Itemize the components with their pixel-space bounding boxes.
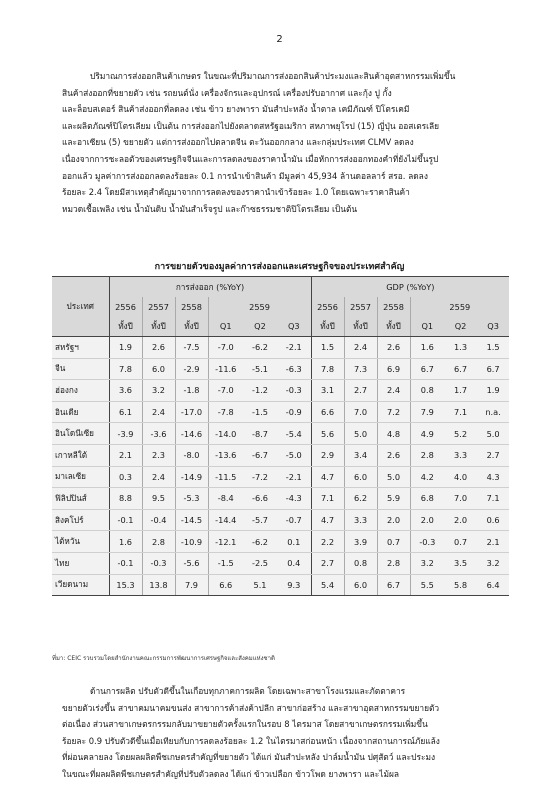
gdp-cell: 3.1 xyxy=(311,380,344,402)
intro-line: ร้อยละ 2.4 โดยมีสาเหตุสำคัญมาจากการลดลงของราคานำเข้าร้อยละ 1.0 โดยเฉพาะราคาสินค้า xyxy=(62,187,410,198)
table-row xyxy=(52,574,509,596)
production-line: ในขณะที่ผลผลิตพืชเกษตรสำคัญที่ปรับตัวลดลง ได้แก่ ข้าวเปลือก ข้าวโพด ยางพารา และไม้ผล xyxy=(62,768,400,779)
full-year-header: ทั้งปี xyxy=(142,316,175,337)
full-year-header: ทั้งปี xyxy=(109,316,142,337)
export-cell: 0.3 xyxy=(109,466,142,488)
gdp-cell: 3.2 xyxy=(477,552,509,574)
gdp-cell: 5.9 xyxy=(377,488,410,510)
table-row xyxy=(52,401,509,423)
gdp-cell: 4.9 xyxy=(410,423,444,445)
gdp-cell: 0.8 xyxy=(410,380,444,402)
quarter-header: Q2 xyxy=(444,316,477,337)
export-cell: -2.9 xyxy=(175,358,208,380)
production-line: ที่ผ่อนคลายลง โดยผลผลิตพืชเกษตรสำคัญที่ขยายตัว ได้แก่ มันสำปะหลัง ปาล์มน้ำมัน ปศุสัตว์ และประมง xyxy=(62,752,436,763)
export-cell: 15.3 xyxy=(109,574,142,596)
gdp-cell: 5.0 xyxy=(344,423,377,445)
export-cell: -17.0 xyxy=(175,401,208,423)
export-cell: -10.9 xyxy=(175,531,208,553)
quarter-header: Q3 xyxy=(477,316,509,337)
table-row xyxy=(52,444,509,466)
export-cell: -7.0 xyxy=(208,380,243,402)
quarter-header: Q1 xyxy=(208,316,243,337)
export-cell: -4.3 xyxy=(277,488,311,510)
quarter-header: Q3 xyxy=(277,316,311,337)
full-year-header: ทั้งปี xyxy=(344,316,377,337)
export-cell: 5.1 xyxy=(243,574,277,596)
gdp-cell: 7.2 xyxy=(377,401,410,423)
quarter-header: Q2 xyxy=(243,316,277,337)
export-cell: -0.9 xyxy=(277,401,311,423)
table-row xyxy=(52,358,509,380)
export-cell: 6.6 xyxy=(208,574,243,596)
gdp-cell: 1.7 xyxy=(444,380,477,402)
gdp-cell: 2.9 xyxy=(311,444,344,466)
gdp-cell: 5.0 xyxy=(477,423,509,445)
country-cell: สหรัฐฯ xyxy=(52,337,109,359)
table-row xyxy=(52,509,509,531)
gdp-cell: 2.7 xyxy=(311,552,344,574)
year-header: 2556 xyxy=(311,297,344,316)
export-cell: 9.3 xyxy=(277,574,311,596)
full-year-header: ทั้งปี xyxy=(377,316,410,337)
export-cell: 2.3 xyxy=(142,444,175,466)
country-cell: ไต้หวัน xyxy=(52,531,109,553)
gdp-cell: 7.1 xyxy=(444,401,477,423)
intro-paragraph xyxy=(62,68,498,217)
country-cell: ฟิลิปปินส์ xyxy=(52,488,109,510)
production-line: ร้อยละ 0.9 ปรับตัวดีขึ้นเมื่อเทียบกับการลดลงร้อยละ 1.2 ในไตรมาสก่อนหน้า เนื่องจากสถานการณ์ภัยแล้ง xyxy=(62,735,440,746)
export-cell: -2.5 xyxy=(243,552,277,574)
gdp-cell: 7.1 xyxy=(477,488,509,510)
export-cell: -5.1 xyxy=(243,358,277,380)
gdp-cell: 0.7 xyxy=(444,531,477,553)
export-cell: -0.1 xyxy=(109,552,142,574)
production-line: ขยายตัวเร่งขึ้น สาขาคมนาคมขนส่ง สาขาการค้าส่งค้าปลีก สาขาก่อสร้าง และสาขาอุตสาหกรรมขยายตัว xyxy=(62,702,440,713)
export-cell: 3.2 xyxy=(142,380,175,402)
gdp-cell: 6.8 xyxy=(410,488,444,510)
gdp-cell: 5.0 xyxy=(377,466,410,488)
export-cell: -0.3 xyxy=(277,380,311,402)
export-cell: 1.6 xyxy=(109,531,142,553)
gdp-cell: -0.3 xyxy=(410,531,444,553)
country-header: ประเทศ xyxy=(52,277,109,337)
export-group-header: การส่งออก (%YoY) xyxy=(109,277,311,298)
gdp-cell: 6.2 xyxy=(344,488,377,510)
gdp-cell: 4.8 xyxy=(377,423,410,445)
export-cell: 7.8 xyxy=(109,358,142,380)
export-cell: -7.5 xyxy=(175,337,208,359)
country-cell: อินโดนีเซีย xyxy=(52,423,109,445)
gdp-cell: 6.7 xyxy=(410,358,444,380)
country-cell: เกาหลีใต้ xyxy=(52,444,109,466)
gdp-cell: 5.6 xyxy=(311,423,344,445)
export-cell: 1.9 xyxy=(109,337,142,359)
year-header: 2559 xyxy=(208,297,311,316)
table-row xyxy=(52,466,509,488)
gdp-cell: 7.9 xyxy=(410,401,444,423)
year-header: 2557 xyxy=(142,297,175,316)
production-line: ด้านการผลิต ปรับตัวดีขึ้นในเกือบทุกภาคการผลิต โดยเฉพาะสาขาโรงแรมและภัตตาคาร xyxy=(90,686,406,696)
gdp-cell: 0.7 xyxy=(377,531,410,553)
export-cell: 2.8 xyxy=(142,531,175,553)
gdp-cell: 7.0 xyxy=(444,488,477,510)
export-cell: 7.9 xyxy=(175,574,208,596)
intro-line: ออกแล้ว มูลค่าการส่งออกลดลงร้อยละ 0.1 การนำเข้าสินค้า มีมูลค่า 45,934 ล้านดอลลาร์ สรอ. ลดลง xyxy=(62,170,428,181)
country-cell: สิงคโปร์ xyxy=(52,509,109,531)
export-cell: 9.5 xyxy=(142,488,175,510)
gdp-cell: 2.0 xyxy=(377,509,410,531)
gdp-cell: 1.3 xyxy=(444,337,477,359)
export-cell: -3.9 xyxy=(109,423,142,445)
gdp-cell: 6.0 xyxy=(344,466,377,488)
gdp-cell: 0.6 xyxy=(477,509,509,531)
gdp-cell: 7.8 xyxy=(311,358,344,380)
gdp-cell: 5.2 xyxy=(444,423,477,445)
table-title: การขยายตัวของมูลค่าการส่งออกและเศรษฐกิจของประเทศสำคัญ xyxy=(154,262,405,272)
export-cell: -14.9 xyxy=(175,466,208,488)
export-cell: -6.7 xyxy=(243,444,277,466)
gdp-cell: 7.3 xyxy=(344,358,377,380)
production-line: ต่อเนื่อง ส่วนสาขาเกษตรกรรมกลับมาขยายตัวครั้งแรกในรอบ 8 ไตรมาส โดยสาขาเกษตรกรรมเพิ่มขึ้น xyxy=(62,719,428,730)
intro-line: สินค้าส่งออกที่ขยายตัว เช่น รถยนต์นั่ง เครื่องจักรและอุปกรณ์ เครื่องปรับอากาศ และกุ้ง ปู กั้ง xyxy=(62,87,392,98)
export-cell: -14.6 xyxy=(175,423,208,445)
export-cell: 2.6 xyxy=(142,337,175,359)
gdp-cell: 2.4 xyxy=(377,380,410,402)
export-cell: 2.4 xyxy=(142,466,175,488)
gdp-cell: n.a. xyxy=(477,401,509,423)
economy-table xyxy=(52,276,509,596)
year-header: 2556 xyxy=(109,297,142,316)
export-cell: 8.8 xyxy=(109,488,142,510)
gdp-cell: 3.2 xyxy=(410,552,444,574)
intro-line: และผลิตภัณฑ์ปิโตรเลียม เป็นต้น การส่งออกไปยังตลาดสหรัฐอเมริกา สหภาพยุโรป (15) ญี่ปุ่น ออสเตรเลีย xyxy=(62,120,440,131)
gdp-cell: 2.7 xyxy=(477,444,509,466)
export-cell: -11.6 xyxy=(208,358,243,380)
export-cell: -13.6 xyxy=(208,444,243,466)
export-cell: -5.0 xyxy=(277,444,311,466)
export-cell: -12.1 xyxy=(208,531,243,553)
export-cell: 0.4 xyxy=(277,552,311,574)
year-header: 2557 xyxy=(344,297,377,316)
gdp-cell: 2.6 xyxy=(377,337,410,359)
gdp-cell: 2.4 xyxy=(344,337,377,359)
gdp-cell: 7.1 xyxy=(311,488,344,510)
gdp-cell: 6.9 xyxy=(377,358,410,380)
export-cell: -5.6 xyxy=(175,552,208,574)
export-cell: 2.1 xyxy=(109,444,142,466)
export-cell: -14.4 xyxy=(208,509,243,531)
gdp-cell: 5.4 xyxy=(311,574,344,596)
export-cell: 0.1 xyxy=(277,531,311,553)
country-cell: เวียดนาม xyxy=(52,574,109,596)
table-row xyxy=(52,380,509,402)
gdp-cell: 4.2 xyxy=(410,466,444,488)
export-cell: 13.8 xyxy=(142,574,175,596)
export-cell: -0.1 xyxy=(109,509,142,531)
gdp-cell: 6.6 xyxy=(311,401,344,423)
production-paragraph xyxy=(62,683,498,783)
export-cell: -1.2 xyxy=(243,380,277,402)
year-header: 2558 xyxy=(377,297,410,316)
intro-line: และอาเซียน (5) ขยายตัว แต่การส่งออกไปตลาดจีน ตะวันออกกลาง และกลุ่มประเทศ CLMV ลดลง xyxy=(62,137,414,148)
year-header: 2558 xyxy=(175,297,208,316)
country-cell: จีน xyxy=(52,358,109,380)
export-cell: -8.7 xyxy=(243,423,277,445)
gdp-cell: 5.8 xyxy=(444,574,477,596)
export-cell: 6.0 xyxy=(142,358,175,380)
export-cell: -6.6 xyxy=(243,488,277,510)
export-cell: -1.8 xyxy=(175,380,208,402)
country-cell: มาเลเซีย xyxy=(52,466,109,488)
country-cell: ไทย xyxy=(52,552,109,574)
gdp-group-header: GDP (%YoY) xyxy=(311,277,509,298)
export-cell: -5.3 xyxy=(175,488,208,510)
export-cell: -2.1 xyxy=(277,466,311,488)
gdp-cell: 4.3 xyxy=(477,466,509,488)
export-cell: -1.5 xyxy=(208,552,243,574)
full-year-header: ทั้งปี xyxy=(311,316,344,337)
export-cell: -5.4 xyxy=(277,423,311,445)
gdp-cell: 0.8 xyxy=(344,552,377,574)
table-body xyxy=(52,337,509,596)
source-note: ที่มา: CEIC รวบรวมโดยสำนักงานคณะกรรมการพัฒนาการเศรษฐกิจและสังคมแห่งชาติ xyxy=(52,655,275,662)
export-cell: -7.2 xyxy=(243,466,277,488)
gdp-cell: 3.9 xyxy=(344,531,377,553)
intro-line: ปริมาณการส่งออกสินค้าเกษตร ในขณะที่ปริมาณการส่งออกสินค้าประมงและสินค้าอุตสาหกรรมเพิ่มขึ้น xyxy=(90,71,456,81)
gdp-cell: 1.5 xyxy=(311,337,344,359)
table-row xyxy=(52,423,509,445)
gdp-cell: 3.5 xyxy=(444,552,477,574)
gdp-cell: 3.3 xyxy=(444,444,477,466)
export-cell: -0.3 xyxy=(142,552,175,574)
export-cell: 6.1 xyxy=(109,401,142,423)
export-cell: -6.3 xyxy=(277,358,311,380)
export-cell: -14.0 xyxy=(208,423,243,445)
export-cell: -0.4 xyxy=(142,509,175,531)
gdp-cell: 4.0 xyxy=(444,466,477,488)
export-cell: -6.2 xyxy=(243,337,277,359)
country-cell: อินเดีย xyxy=(52,401,109,423)
gdp-cell: 1.5 xyxy=(477,337,509,359)
full-year-header: ทั้งปี xyxy=(175,316,208,337)
gdp-cell: 3.4 xyxy=(344,444,377,466)
gdp-cell: 4.7 xyxy=(311,509,344,531)
gdp-cell: 4.7 xyxy=(311,466,344,488)
gdp-cell: 2.0 xyxy=(444,509,477,531)
gdp-cell: 6.7 xyxy=(477,358,509,380)
export-cell: -7.0 xyxy=(208,337,243,359)
export-cell: -11.5 xyxy=(208,466,243,488)
export-cell: -3.6 xyxy=(142,423,175,445)
intro-line: หมวดเชื้อเพลิง เช่น น้ำมันดิบ น้ำมันสำเร็จรูป และก๊าซธรรมชาติปิโตรเลียม เป็นต้น xyxy=(62,203,358,214)
export-cell: -8.4 xyxy=(208,488,243,510)
export-cell: -0.7 xyxy=(277,509,311,531)
gdp-cell: 6.0 xyxy=(344,574,377,596)
country-cell: ฮ่องกง xyxy=(52,380,109,402)
export-cell: -5.7 xyxy=(243,509,277,531)
gdp-cell: 2.2 xyxy=(311,531,344,553)
table-row xyxy=(52,337,509,359)
year-header: 2559 xyxy=(449,301,471,312)
gdp-cell: 2.7 xyxy=(344,380,377,402)
page-number: 2 xyxy=(276,34,283,45)
export-cell: -6.2 xyxy=(243,531,277,553)
gdp-cell: 2.6 xyxy=(377,444,410,466)
export-cell: -7.8 xyxy=(208,401,243,423)
gdp-cell: 2.0 xyxy=(410,509,444,531)
quarter-header: Q1 xyxy=(410,316,444,337)
gdp-cell: 5.5 xyxy=(410,574,444,596)
gdp-cell: 6.4 xyxy=(477,574,509,596)
table-row xyxy=(52,531,509,553)
export-cell: -14.5 xyxy=(175,509,208,531)
export-cell: 2.4 xyxy=(142,401,175,423)
intro-line: เนื่องจากการชะลอตัวของเศรษฐกิจจีนและการลดลงของราคาน้ำมัน เมื่อหักการส่งออกทองคำที่ยังไม่ขึ้นรูป xyxy=(62,153,439,164)
export-cell: -8.0 xyxy=(175,444,208,466)
gdp-cell: 2.8 xyxy=(377,552,410,574)
gdp-cell: 7.0 xyxy=(344,401,377,423)
gdp-cell: 2.8 xyxy=(410,444,444,466)
table-row xyxy=(52,488,509,510)
gdp-cell: 6.7 xyxy=(377,574,410,596)
table-row xyxy=(52,552,509,574)
gdp-cell: 2.1 xyxy=(477,531,509,553)
export-cell: 3.6 xyxy=(109,380,142,402)
export-cell: -1.5 xyxy=(243,401,277,423)
export-cell: -2.1 xyxy=(277,337,311,359)
intro-line: และล็อบสเตอร์ สินค้าส่งออกที่ลดลง เช่น ข้าว ยางพารา มันสำปะหลัง น้ำตาล เคมีภัณฑ์ ปิโตรเคมี xyxy=(62,104,410,115)
gdp-cell: 1.6 xyxy=(410,337,444,359)
gdp-cell: 1.9 xyxy=(477,380,509,402)
gdp-cell: 6.7 xyxy=(444,358,477,380)
gdp-cell: 3.3 xyxy=(344,509,377,531)
